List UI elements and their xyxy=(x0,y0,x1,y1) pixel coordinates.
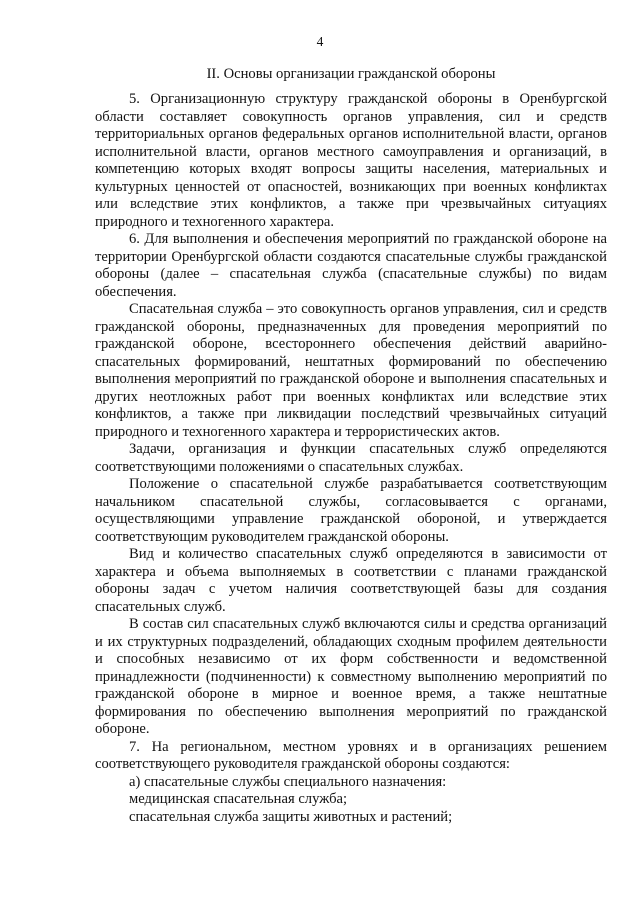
paragraph-type-and-number: Вид и количество спасательных служб определяются в зависимости от характера и объема выполняемых в соответствии с планами гражданской обороны задач с учетом наличия соответствующей базы для создания спасательных служб. xyxy=(95,546,607,615)
paragraph-regulation: Положение о спасательной службе разрабатывается соответствующим начальником спасательной службы, согласовывается с органами, осуществляющими управление гражданской обороной, и утверждается соответствующим руководителем гражданской обороны. xyxy=(95,476,607,545)
page-number: 4 xyxy=(316,34,324,49)
list-item-medical-service: медицинская спасательная служба; xyxy=(129,791,348,807)
list-item-special-services: а) спасательные службы специального назначения: xyxy=(129,773,447,790)
paragraph-7: 7. На региональном, местном уровнях и в организациях решением соответствующего руководителя гражданской обороны создаются: xyxy=(95,738,607,772)
paragraph-composition: В состав сил спасательных служб включаются силы и средства организаций и их структурных подразделений, обладающих сходным профилем деятельности и способных независимо от их форм собственности и ведомственной принадлежности (подчиненности) к совместному выполнению мероприятий по гражданской обороне в мирное и военное время, а также нештатные формирования по обеспечению выполнения мероприятий по гражданской обороне. xyxy=(95,616,607,737)
list-item-animal-plant-protection: спасательная служба защиты животных и растений; xyxy=(129,808,453,825)
paragraph-rescue-service-definition: Спасательная служба – это совокупность органов управления, сил и средств гражданской обороны, предназначенных для проведения мероприятий по гражданской обороне, всестороннего обеспечения действий аварийно-спасательных формирований, нештатных формирований по обеспечению выполнения мероприятий по гражданской обороне и выполнения спасательных и других неотложных работ при военных конфликтах или вследствие этих конфликтов, а также при ликвидации последствий чрезвычайных ситуаций природного и техногенного характера и террористических актов. xyxy=(95,301,607,440)
paragraph-tasks: Задачи, организация и функции спасательных служб определяются соответствующими положениями о спасательных службах. xyxy=(95,441,607,475)
section-title: II. Основы организации гражданской обороны xyxy=(206,66,496,82)
paragraph-6: 6. Для выполнения и обеспечения мероприятий по гражданской обороне на территории Оренбургской области создаются спасательные службы гражданской обороны (далее – спасательная служба (спасательные службы) по видам обеспечения. xyxy=(95,231,607,300)
document-body xyxy=(95,91,607,826)
paragraph-5: 5. Организационную структуру гражданской обороны в Оренбургской области составляет совокупность органов управления, сил и средств территориальных органов федеральных органов исполнительной власти, органов исполнительной власти, органов местного самоуправления и организаций, в компетенцию которых входят вопросы защиты населения, материальных и культурных ценностей от опасностей, возникающих при военных конфликтах или вследствие этих конфликтов, а также при чрезвычайных ситуациях природного и техногенного характера. xyxy=(95,91,607,230)
